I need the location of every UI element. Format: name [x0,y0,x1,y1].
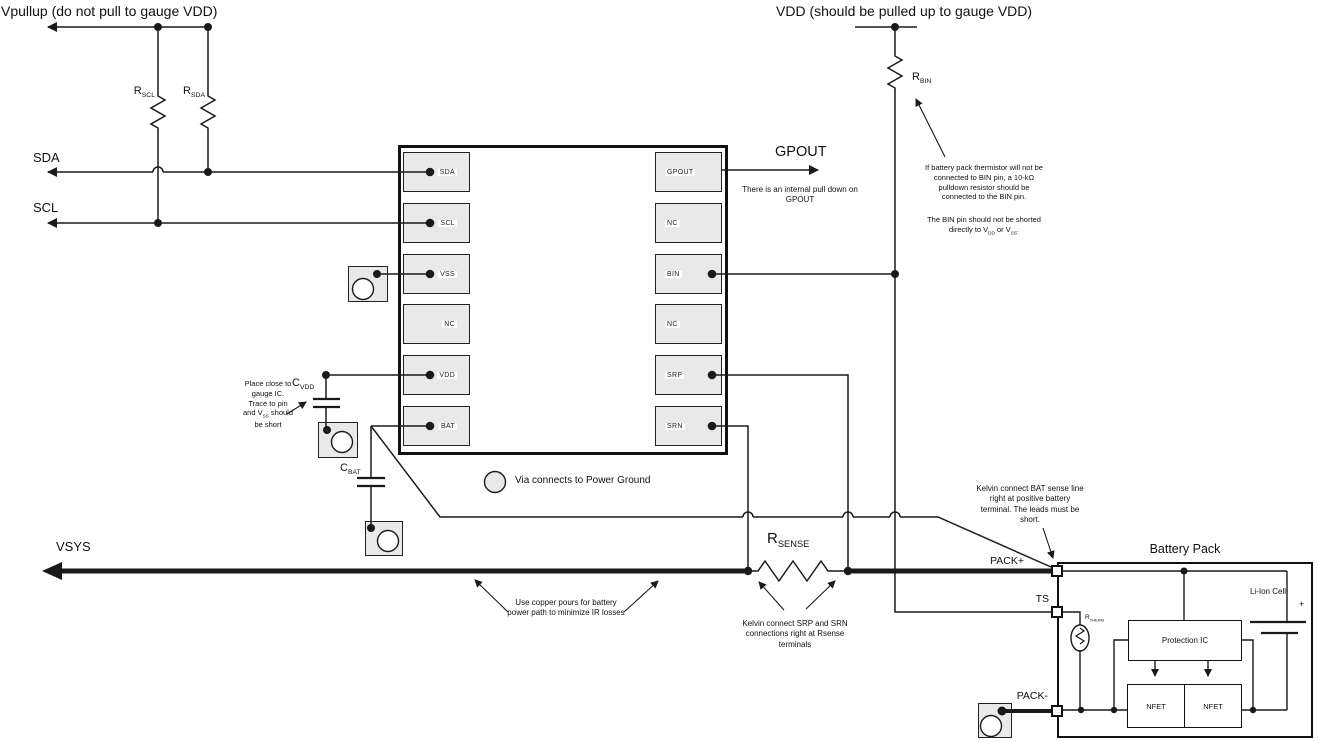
nfet-left-label: NFET [1146,701,1166,711]
pin-bat-label: BAT [441,422,455,430]
protection-ic-label: Protection IC [1161,636,1209,645]
pin-bin-label: BIN [667,270,680,278]
c-vdd-label: $C_{VDD}$ [292,377,315,392]
pin-nc-right-2-label: NC [667,320,678,328]
via-legend-text: Via connects to Power Ground [515,475,651,486]
vdd-rail-label: VDD (should be pulled up to gauge VDD) [776,3,1033,19]
kelvin-bat-arrow [1043,528,1053,558]
pullup-network-wires [48,27,430,223]
pin-scl-label: SCL [440,219,455,227]
r-sense-resistor [748,561,848,581]
pin-vdd-label: VDD [439,371,455,379]
nfet-right-label: NFET [1203,701,1223,711]
c-bat-label: $C_{BAT}$ [340,462,361,477]
gpout-rail-label: GPOUT [775,144,827,160]
vsys-power-path [42,561,1051,711]
c-vdd-plates [313,399,340,407]
pin-vss-label: VSS [440,270,455,278]
pack-minus-terminal [1051,705,1063,717]
vpullup-label: Vpullup (do not pull to gauge VDD) [1,3,218,19]
cell-plates [1250,622,1306,633]
pin-sda-label: SDA [439,168,455,176]
bat-sense-trace [371,426,1051,567]
gpout-note: There is an internal pull down on GPOUT [742,185,858,205]
protection-right-leg [1242,640,1253,710]
pin-nc-right-1-label: NC [667,219,678,227]
pin-nc-left-label: NC [444,320,455,328]
ts-label: TS [1035,593,1049,605]
r-sda-resistor [201,27,215,172]
left-pin-wires [313,274,1051,567]
cell-plus-label: + [1299,599,1305,609]
via-circle-cbat [378,531,399,552]
battery-pack-title: Battery Pack [1149,542,1221,556]
vsys-rail-label: VSYS [56,539,91,554]
right-pin-wires [712,170,895,571]
cvdd-note: Place close to gauge IC. Trace to pin and $V_{SS}$ should be short [243,379,293,429]
via-circle-pack-minus [981,716,1002,737]
copper-note-arrow-left [475,580,508,612]
r-scl-resistor [151,27,165,223]
kelvin-sense-arrow-right [806,581,835,609]
kelvin-bat-note: Kelvin connect BAT sense line right at positive battery terminal. The leads must be short. [976,484,1084,525]
r-sda-label: $R_{SDA}$ [183,85,205,100]
pack-minus-label: PACK- [1016,690,1048,702]
kelvin-sense-arrow-left [759,582,784,610]
via-circle-vss [353,279,374,300]
c-vdd-capacitor [313,375,340,430]
sda-rail-label: SDA [33,150,60,165]
via-legend-icon [485,472,506,493]
pack-plus-terminal [1051,565,1063,577]
bin-note-2: The BIN pin should not be shorted directly to $V_{DD}$ or $V_{SS}$. [927,215,1041,236]
vsys-arrowhead [42,562,62,580]
srn-wire [712,426,748,571]
bin-note-1: If battery pack thermistor will not be connected to BIN pin, a 10-kΩ pulldown resistor should be connected to the BIN pin. [925,163,1043,202]
kelvin-sense-note: Kelvin connect SRP and SRN connections right at Rsense terminals [742,619,848,649]
pin-gpout-label: GPOUT [667,168,694,176]
pack-plus-label: PACK+ [990,555,1024,567]
bin-note-arrow [916,99,945,157]
sda-wire [48,167,430,172]
r-sense-label: $R_{SENSE}$ [767,530,810,549]
pin-srp-label: SRP [667,371,683,379]
via-circle-cvdd [332,432,353,453]
r-therm-label: $R_{THERM}$ [1085,614,1104,623]
cell-label: Li-Ion Cell [1249,587,1286,596]
r-bin-label: $R_{BIN}$ [912,71,932,86]
junction-dots [154,23,1256,716]
protection-left-leg [1114,640,1128,710]
scl-rail-label: SCL [33,200,59,215]
copper-note: Use copper pours for battery power path to minimize IR losses [507,598,625,618]
pin-srn-label: SRN [667,422,683,430]
ts-terminal [1051,606,1063,618]
c-bat-plates [357,478,385,486]
copper-note-arrow-right [624,581,658,612]
r-scl-label: $R_{SCL}$ [133,85,155,100]
